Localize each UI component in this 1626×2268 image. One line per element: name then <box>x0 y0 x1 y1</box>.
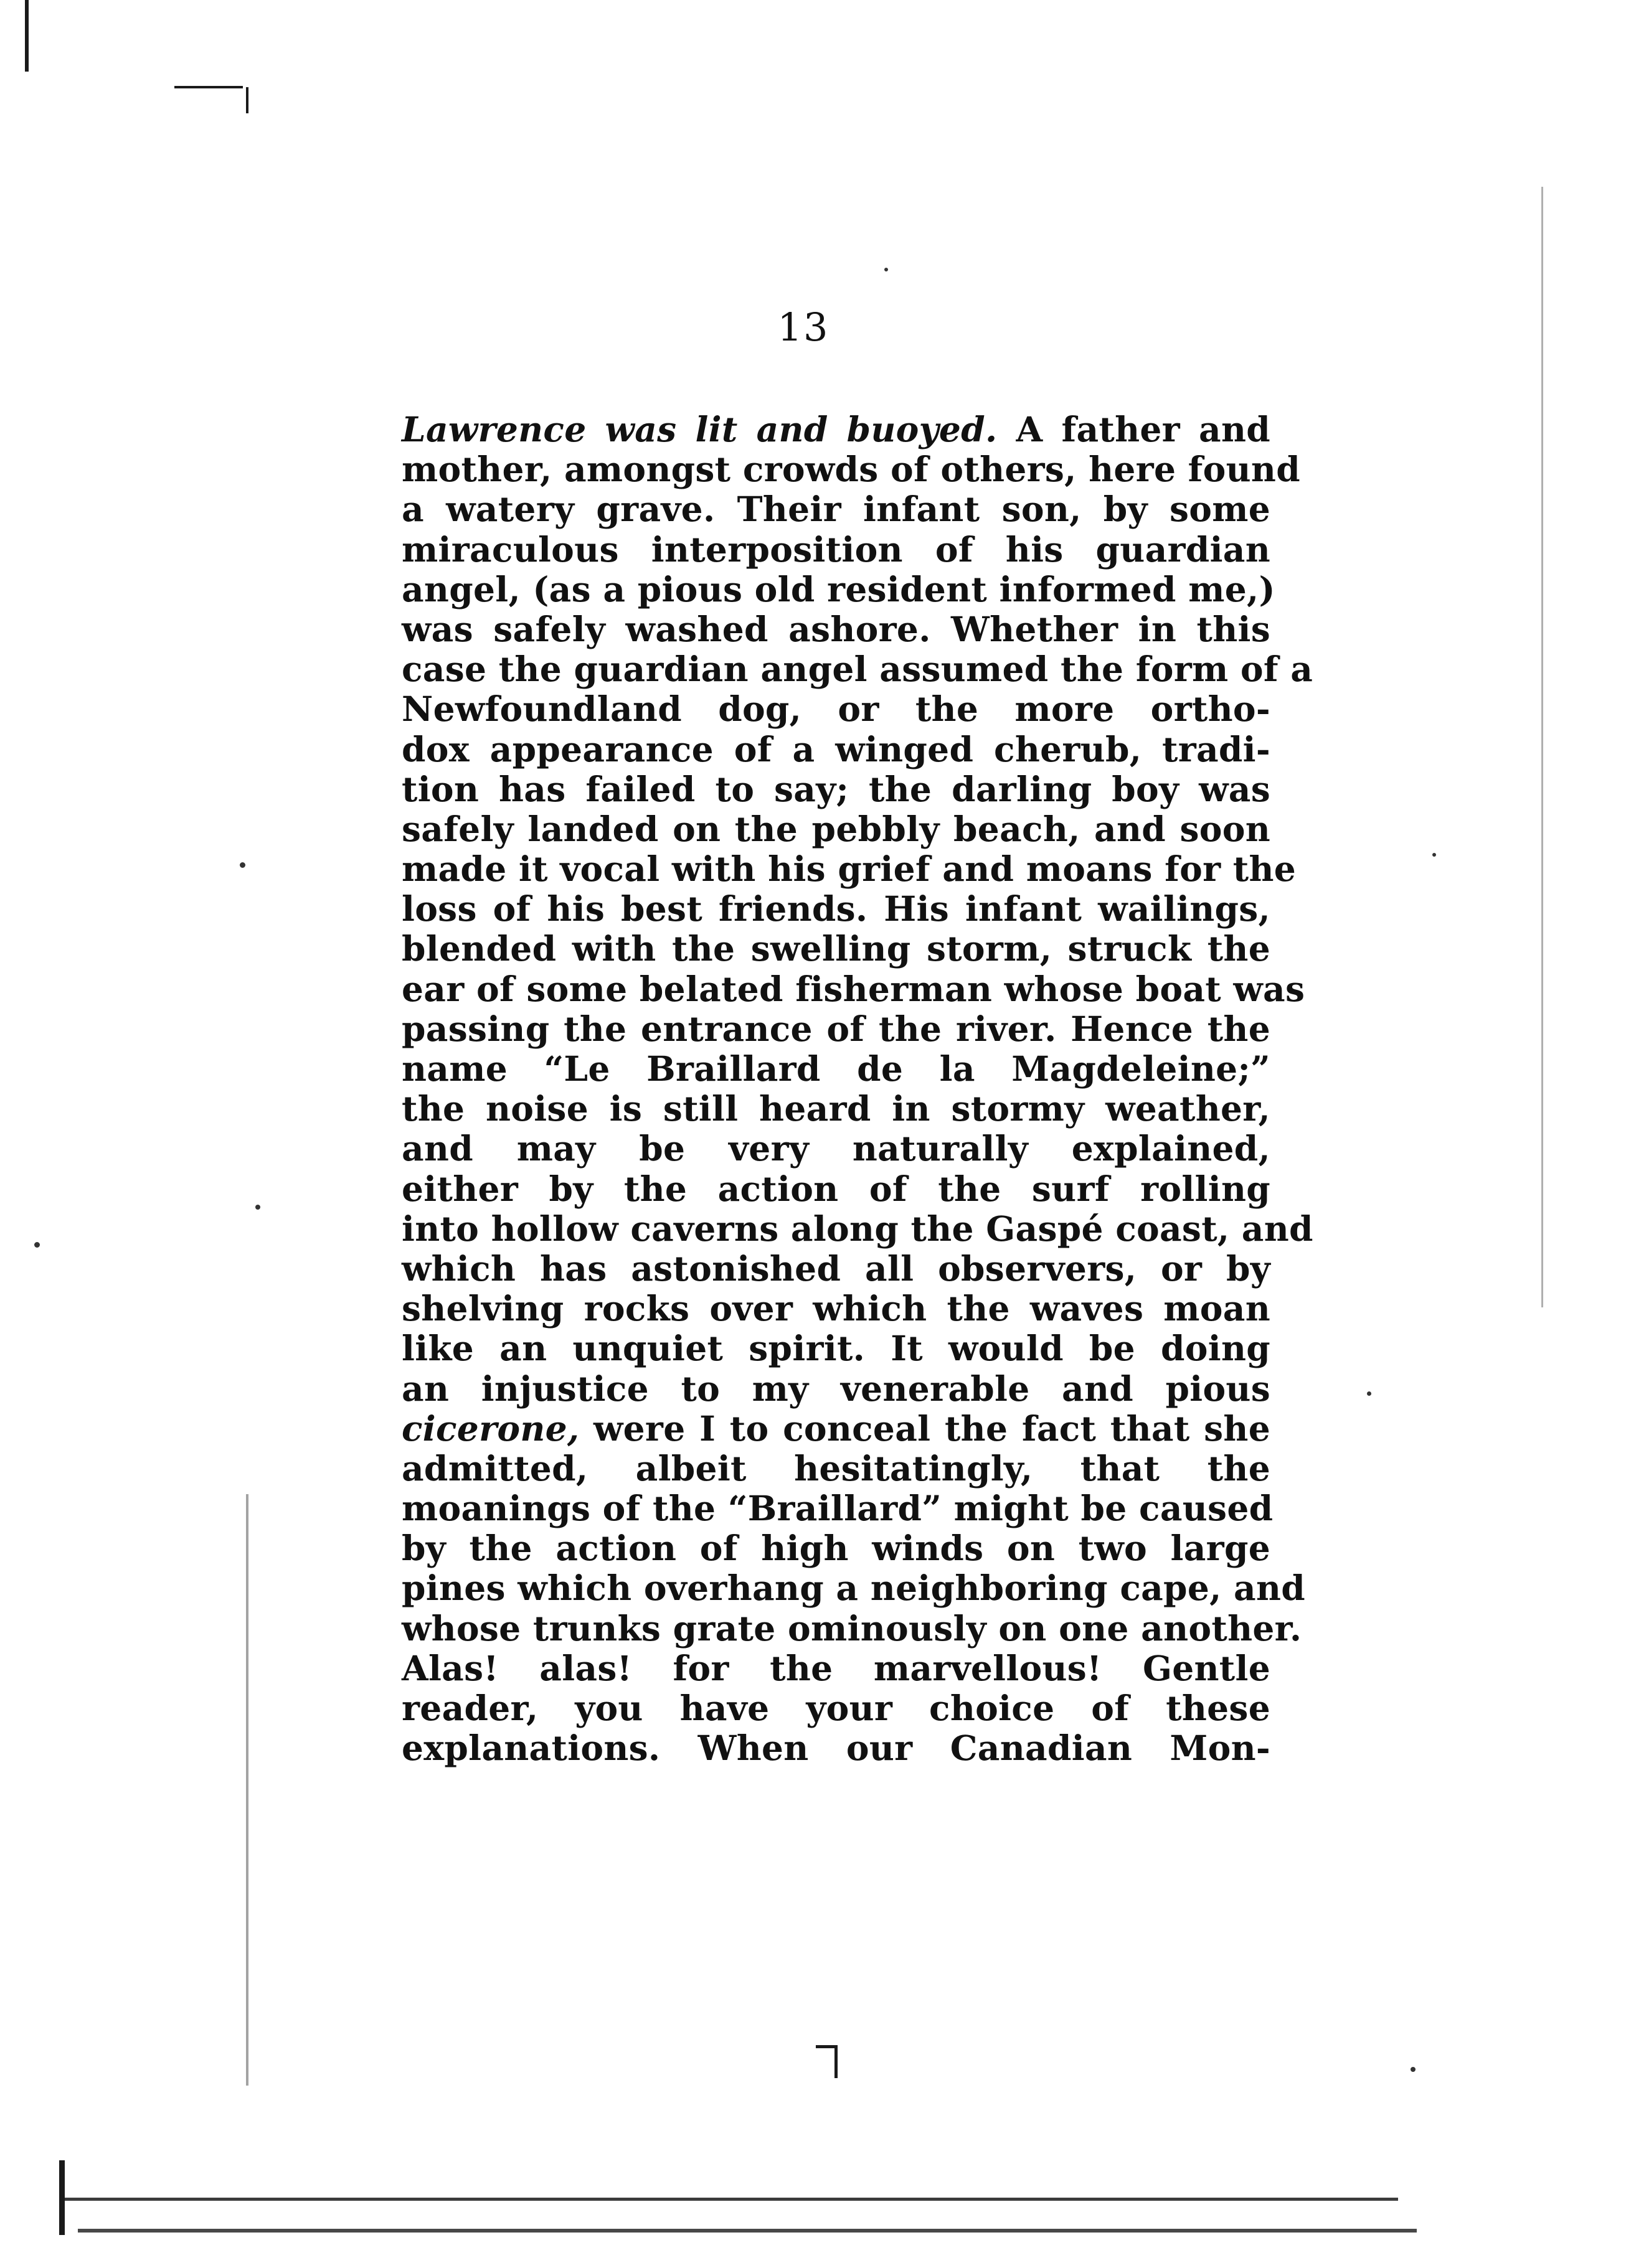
text-line <box>402 968 1305 1009</box>
scan-bottom-dashes <box>78 2229 1417 2233</box>
text-segment: case the guardian angel assumed the form of a <box>402 649 1313 690</box>
text-line <box>402 1169 1270 1209</box>
scan-edge-mark-left <box>25 0 29 72</box>
text-segment: tion has failed to say; the darling boy was <box>402 768 1270 809</box>
text-line <box>402 1409 1270 1449</box>
text-segment: dox appearance of a winged cherub, tradi- <box>402 728 1270 769</box>
text-segment: reader, you have your choice of these <box>402 1688 1270 1728</box>
scan-speck <box>884 268 888 271</box>
text-line <box>402 730 1270 769</box>
text-segment: miraculous interposition of his guardian <box>402 529 1270 570</box>
text-line <box>402 849 1297 890</box>
scan-speck <box>1432 853 1436 857</box>
text-line <box>402 449 1300 490</box>
text-segment: by the action of high winds on two large <box>402 1528 1270 1569</box>
text-segment: pines which overhang a neighboring cape, and <box>402 1568 1305 1609</box>
text-segment: was safely washed ashore. Whether in this <box>402 608 1270 649</box>
italic-text: cicerone, <box>402 1408 580 1449</box>
text-segment: mother, amongst crowds of others, here found <box>402 449 1300 490</box>
text-line <box>402 809 1270 849</box>
text-segment: loss of his best friends. His infant wailings, <box>402 888 1270 929</box>
text-segment: the noise is still heard in stormy weather, <box>402 1088 1270 1129</box>
scan-speck <box>1367 1391 1371 1396</box>
text-line <box>402 1329 1270 1368</box>
text-line <box>402 1607 1302 1649</box>
text-segment: made it vocal with his grief and moans for the <box>402 849 1297 890</box>
text-line <box>402 1089 1270 1129</box>
text-line <box>402 1049 1270 1089</box>
text-line <box>402 1208 1313 1249</box>
text-line <box>402 1249 1270 1289</box>
scan-bottom-bracket <box>59 2160 65 2235</box>
text-line <box>402 1649 1270 1688</box>
text-line <box>402 1728 1270 1768</box>
page-number: 13 <box>777 304 830 350</box>
text-line <box>402 689 1270 729</box>
scan-left-edge-marks <box>246 1494 248 2086</box>
text-segment: whose trunks grate ominously on one another. <box>402 1607 1302 1649</box>
text-line <box>402 1528 1270 1568</box>
scan-edge-mark-top <box>174 86 243 88</box>
text-segment: ear of some belated fisherman whose boat was <box>402 968 1305 1009</box>
text-line <box>402 1688 1270 1728</box>
text-line <box>402 1568 1305 1609</box>
text-segment: and may be very naturally explained, <box>402 1128 1270 1169</box>
text-segment: explanations. When our Canadian Mon- <box>402 1728 1270 1769</box>
scan-edge-mark-tick <box>246 87 248 113</box>
scan-bottom-hook-stem <box>834 2047 838 2078</box>
text-line <box>402 1289 1270 1329</box>
text-segment: an injustice to my venerable and pious <box>402 1368 1270 1409</box>
text-line <box>402 1129 1270 1169</box>
scan-speck <box>240 862 245 868</box>
text-segment: A father and <box>997 409 1270 449</box>
text-line <box>402 1009 1270 1049</box>
text-segment: Alas! alas! for the marvellous! Gentle <box>402 1647 1270 1688</box>
text-line <box>402 1488 1274 1529</box>
text-line <box>402 410 1270 449</box>
text-line <box>402 929 1270 969</box>
text-line <box>402 568 1275 609</box>
text-segment: either by the action of the surf rolling <box>402 1168 1270 1209</box>
text-line <box>402 769 1270 809</box>
text-segment: passing the entrance of the river. Hence the <box>402 1008 1270 1049</box>
text-line <box>402 489 1270 529</box>
text-segment: Newfoundland dog, or the more ortho- <box>402 689 1270 730</box>
italic-text: Lawrence was lit and buoyed. <box>402 409 998 449</box>
text-line <box>402 649 1313 690</box>
text-line <box>402 609 1270 649</box>
text-segment: shelving rocks over which the waves moan <box>402 1288 1270 1329</box>
body-text <box>402 409 1313 1769</box>
text-segment: were I to conceal the fact that she <box>579 1408 1270 1449</box>
text-line <box>402 1449 1270 1489</box>
text-segment: a watery grave. Their infant son, by some <box>402 489 1270 530</box>
scan-right-edge-marks <box>1541 187 1543 1307</box>
text-line <box>402 530 1270 570</box>
text-segment: moanings of the “Braillard” might be caused <box>402 1488 1274 1529</box>
text-segment: like an unquiet spirit. It would be doing <box>402 1328 1270 1369</box>
text-line <box>402 1369 1270 1409</box>
scan-bottom-rule <box>59 2198 1398 2201</box>
text-segment: name “Le Braillard de la Magdeleine;” <box>402 1048 1270 1089</box>
text-segment: admitted, albeit hesitatingly, that the <box>402 1447 1270 1489</box>
text-segment: which has astonished all observers, or by <box>402 1248 1270 1289</box>
text-segment: safely landed on the pebbly beach, and soon <box>402 808 1270 849</box>
text-segment: blended with the swelling storm, struck the <box>402 928 1270 969</box>
text-segment: angel, (as a pious old resident informed me,) <box>402 568 1275 609</box>
scan-speck <box>1411 2067 1416 2072</box>
text-line <box>402 889 1270 929</box>
scan-speck <box>255 1205 260 1210</box>
scan-speck <box>34 1242 40 1248</box>
text-segment: into hollow caverns along the Gaspé coast, and <box>402 1208 1313 1249</box>
